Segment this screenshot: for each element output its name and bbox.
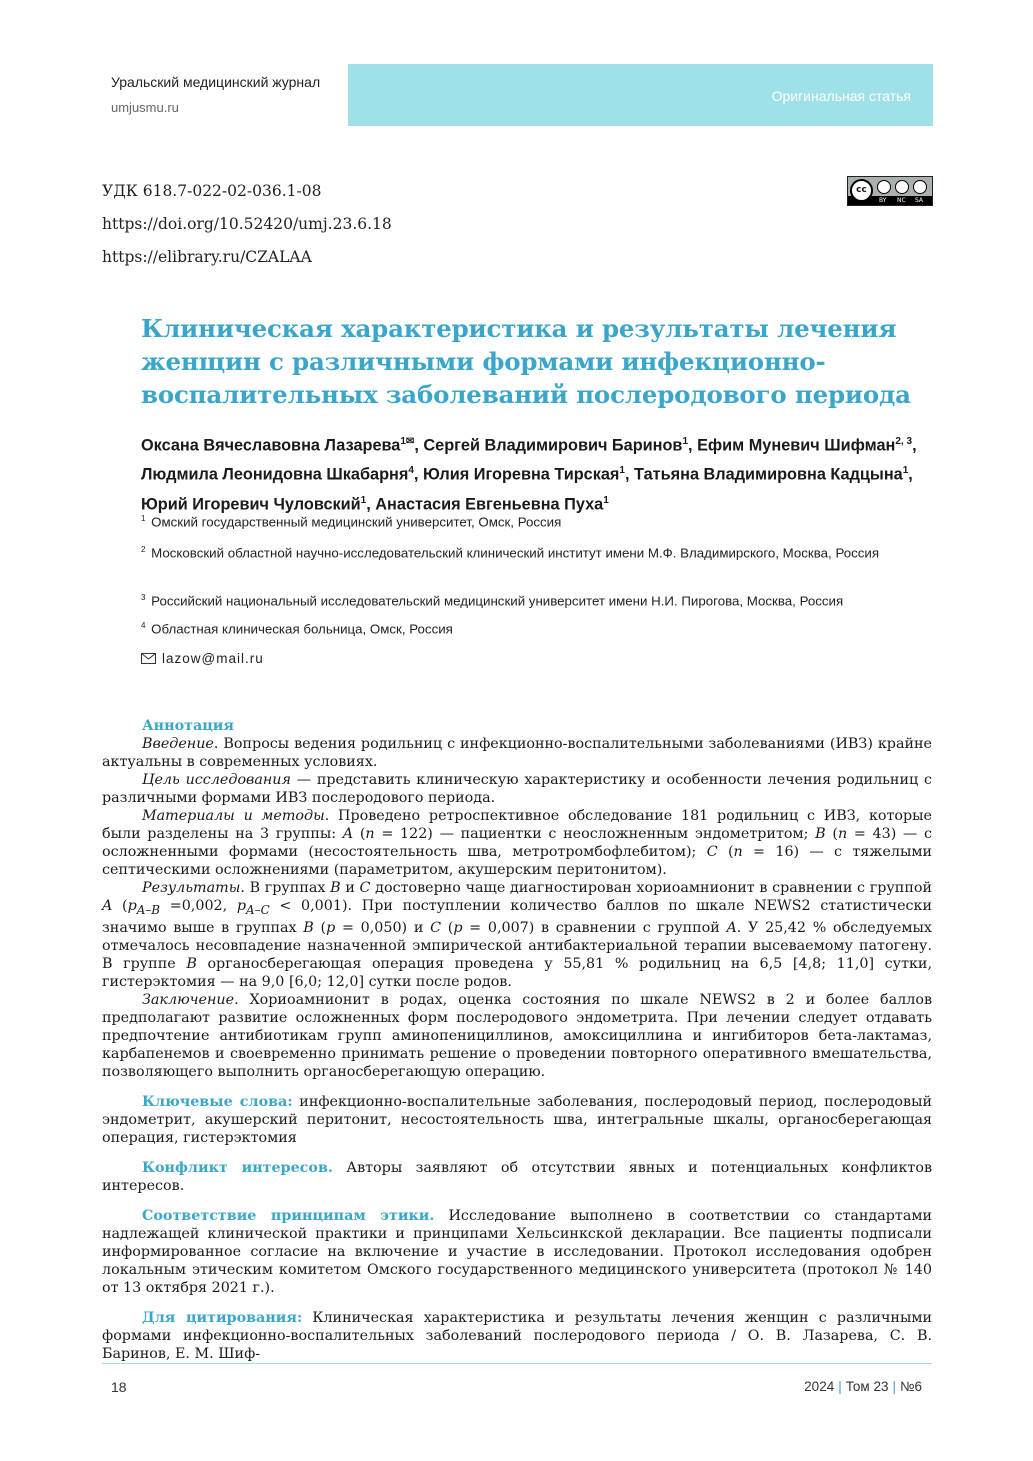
- issue-separator: |: [838, 1379, 842, 1394]
- affiliation-text: Московский областной научно-исследовательский клинический институт имени М.Ф. Владимирского, Москва, Россия: [151, 545, 880, 561]
- author-affiliation-ref: 1: [902, 465, 909, 477]
- article-type-label: Оригинальная статья: [771, 88, 911, 104]
- mail-icon: ✉: [405, 436, 415, 447]
- author-separator: ,: [414, 436, 424, 455]
- p-value-symbol: p: [453, 919, 463, 936]
- conclusion-text: . Хориоамнионит в родах, оценка состояния по шкале NEWS2 в 2 и более баллов предполагают развитие осложненных форм послеродового эндометрита. При лечении следует отдавать предпочтение антибиотикам групп аминопенициллинов, амоксициллина и ингибиторов бета-лактамаз, карбапенемов и своевременно принимать решение о проведении повторного оперативного вмешательства, позволяющего выполнить органосберегающую операцию.: [102, 991, 932, 1080]
- methods-text: . Проведено ретроспективное обследование 181 родильниц с ИВЗ, которые были разделены на 3 группы:: [102, 808, 932, 842]
- author-affiliation-ref: 2, 3: [895, 436, 913, 447]
- results-text: (: [112, 898, 128, 914]
- author-affiliation-ref: 4: [408, 465, 414, 477]
- cc-nc-label: NC: [897, 197, 906, 204]
- group-letter: C: [359, 880, 371, 896]
- contact-email[interactable]: [141, 651, 264, 666]
- citation-paragraph: [102, 1309, 932, 1363]
- methods-text: = 43) — с осложненными формами (несостоятельность шва, метротромбофлебитом);: [102, 826, 933, 860]
- author-separator: ,: [413, 465, 423, 484]
- author-separator: ,: [366, 495, 376, 514]
- abstract-aim: [102, 771, 932, 807]
- citation-text: Клиническая характеристика и результаты лечения женщин с различными формами инфекционно-воспалительных заболеваний послеродового периода / О. В. Лазарева, С. В. Баринов, Е. М. Шиф-: [102, 1309, 932, 1362]
- author-name: Сергей Владимирович Баринов: [423, 436, 683, 455]
- author-name: Татьяна Владимировна Кадцына: [634, 465, 903, 484]
- results-label: Результаты: [142, 880, 241, 896]
- page-number: 18: [111, 1379, 127, 1395]
- conflict-label: Конфликт интересов.: [142, 1159, 333, 1176]
- methods-text: (: [353, 826, 366, 842]
- results-text: органосберегающая операция проведена у 55,81 % родильниц на 6,5 [4,8; 11,0] сутки, гистерэктомия — на 9,0 [6,0; 12,0] сутки после родов.: [102, 955, 932, 990]
- group-letter: B: [815, 826, 826, 842]
- author-name: Ефим Муневич Шифман: [697, 436, 896, 455]
- ethics-label: Соответствие принципам этики.: [142, 1207, 435, 1224]
- group-letter: B: [303, 919, 314, 936]
- cc-by-label: BY: [879, 197, 887, 204]
- udk-code: УДК 618.7-022-02-036.1-08: [102, 182, 322, 200]
- author-list: [141, 429, 936, 517]
- sample-symbol: n: [365, 826, 375, 842]
- email-address: lazow@mail.ru: [162, 651, 264, 666]
- conclusion-label: Заключение: [142, 991, 235, 1008]
- group-letter: B: [330, 880, 341, 896]
- author-name: Юрий Игоревич Чуловский: [141, 495, 361, 514]
- author-separator: ,: [908, 465, 913, 484]
- methods-text: (: [717, 844, 734, 860]
- author-separator: ,: [688, 436, 698, 455]
- group-letter: A: [102, 898, 113, 914]
- affiliation-text: Российский национальный исследовательский медицинский университет имени Н.И. Пирогова, Москва, Россия: [151, 593, 844, 609]
- issue-info: [804, 1379, 922, 1394]
- affiliation-number: 1: [141, 514, 146, 523]
- results-text: . У 25,42 % обследуемых отмечалось несовпадение назначенной эмпирической антибактериальной терапии высеваемому патогену. В группе: [102, 919, 932, 972]
- sample-symbol: n: [733, 844, 743, 860]
- results-text: (: [441, 919, 454, 936]
- cc-sa-share-icon: [913, 180, 927, 194]
- author-affiliation-ref: 1: [400, 436, 406, 447]
- results-text: и: [340, 880, 360, 896]
- results-text: = 0,007) в сравнении с группой: [462, 919, 727, 936]
- results-text: (: [313, 919, 327, 936]
- methods-text: (: [825, 826, 838, 842]
- methods-label: Материалы и методы: [142, 808, 325, 824]
- abstract-intro: [102, 735, 932, 771]
- group-letter: C: [706, 844, 718, 860]
- results-text: =0,002,: [160, 898, 237, 914]
- author-affiliation-ref: 1: [603, 494, 609, 506]
- affiliation-number: 2: [141, 545, 146, 554]
- methods-text: = 16) — с тяжелыми септическими осложнениями (параметритом, акушерским перитонитом).: [102, 844, 932, 878]
- article-title: Клиническая характеристика и результаты лечения женщин с различными формами инфекционно-воспалительных заболеваний послеродового периода: [141, 314, 911, 409]
- affiliation-text: Омский государственный медицинский университет, Омск, Россия: [151, 514, 562, 530]
- affiliation-number: 4: [141, 621, 146, 630]
- cc-sa-label: SA: [915, 197, 924, 204]
- aim-text: — представить клиническую характеристику и особенности лечения родильниц с различными формами ИВЗ послеродового периода.: [102, 772, 932, 806]
- affiliation-item: [141, 588, 941, 611]
- issue-number: №6: [900, 1379, 922, 1394]
- footer-divider: [102, 1363, 932, 1364]
- p-value-symbol: p: [326, 919, 336, 936]
- author-name: Людмила Леонидовна Шкабарня: [141, 465, 409, 484]
- author-name: Оксана Вячеславовна Лазарева: [141, 436, 401, 455]
- conflict-text: Авторы заявляют об отсутствии явных и потенциальных конфликтов интересов.: [102, 1159, 932, 1194]
- cc-by-person-icon: [877, 180, 891, 194]
- issue-separator: |: [892, 1379, 896, 1394]
- p-value-subscript: A–B: [136, 902, 161, 917]
- abstract-section: [102, 717, 932, 1363]
- results-text: . В группах: [240, 880, 331, 896]
- aim-label: Цель исследования: [142, 772, 291, 788]
- article-identifiers: [102, 175, 392, 274]
- abstract-conclusion: [102, 991, 932, 1081]
- keywords-text: инфекционно-воспалительные заболевания, послеродовый период, послеродовый эндометрит, акушерский перитонит, несостоятельность шва, интегральные шкалы, органосберегающая операция, гистерэктомия: [102, 1093, 932, 1146]
- group-letter: B: [186, 955, 197, 972]
- mail-icon: [141, 653, 156, 664]
- keywords-paragraph: [102, 1093, 932, 1147]
- methods-text: = 122) — пациентки с неосложненным эндометритом;: [374, 826, 816, 842]
- results-text: < 0,001). При поступлении количество баллов по шкале NEWS2 статистически значимо выше в группах: [102, 898, 933, 936]
- results-text: = 0,050) и: [335, 919, 431, 936]
- conflict-paragraph: [102, 1159, 932, 1195]
- sample-symbol: n: [837, 826, 848, 842]
- ethics-text: Исследование выполнено в соответствии со стандартами надлежащей клинической практики и принципами Хельсинкской декларации. Все пациенты подписали информированное согласие на включение и участие в исследовании. Протокол исследования одобрен локальным этическим комитетом Омского государственного медицинского университета (протокол № 140 от 13 октября 2021 г.).: [102, 1207, 932, 1296]
- author-name: Юлия Игоревна Тирская: [422, 465, 620, 484]
- affiliation-item: [141, 616, 921, 639]
- p-value-symbol: p: [127, 898, 137, 914]
- intro-label: Введение: [142, 736, 214, 752]
- p-value-subscript: A–C: [246, 902, 270, 917]
- author-affiliation-ref: 1: [360, 494, 367, 506]
- issue-volume: Том 23: [845, 1379, 889, 1394]
- group-letter: A: [342, 826, 354, 842]
- group-letter: A: [726, 919, 737, 936]
- abstract-results: [102, 879, 932, 991]
- intro-text: . Вопросы ведения родильниц с инфекционно-воспалительными заболеваниями (ИВЗ) крайне актуальны в современных условиях.: [102, 736, 932, 770]
- affiliation-number: 3: [141, 593, 146, 602]
- doi-link[interactable]: https://doi.org/10.52420/umj.23.6.18: [102, 215, 392, 233]
- group-letter: C: [430, 919, 442, 936]
- cc-nc-dollar-icon: [895, 180, 909, 194]
- p-value-symbol: p: [236, 898, 247, 914]
- author-name: Анастасия Евгеньевна Пуха: [375, 495, 604, 514]
- affiliation-text: Областная клиническая больница, Омск, Россия: [151, 621, 453, 637]
- ethics-paragraph: [102, 1207, 932, 1297]
- author-separator: ,: [624, 465, 635, 484]
- issue-year: 2024: [804, 1379, 835, 1394]
- results-text: достоверно чаще диагностирован хориоамнионит в сравнении с группой: [370, 880, 932, 896]
- author-separator: ,: [912, 436, 917, 455]
- affiliation-item: [141, 540, 881, 563]
- elibrary-link[interactable]: https://elibrary.ru/CZALAA: [102, 248, 312, 266]
- section-band: [348, 64, 933, 126]
- cc-logo-icon: cc: [850, 179, 873, 202]
- affiliation-item: [141, 509, 921, 532]
- abstract-methods: [102, 807, 932, 879]
- author-affiliation-ref: 1: [619, 465, 625, 477]
- author-affiliation-ref: 1: [682, 436, 688, 447]
- citation-label: Для цитирования:: [142, 1309, 303, 1326]
- journal-site-link[interactable]: umjusmu.ru: [111, 100, 179, 115]
- keywords-label: Ключевые слова:: [142, 1093, 293, 1110]
- cc-license-badge[interactable]: [847, 176, 933, 206]
- journal-name: Уральский медицинский журнал: [111, 74, 321, 90]
- abstract-heading: [102, 717, 932, 735]
- abstract-heading-text: Аннотация: [142, 718, 234, 734]
